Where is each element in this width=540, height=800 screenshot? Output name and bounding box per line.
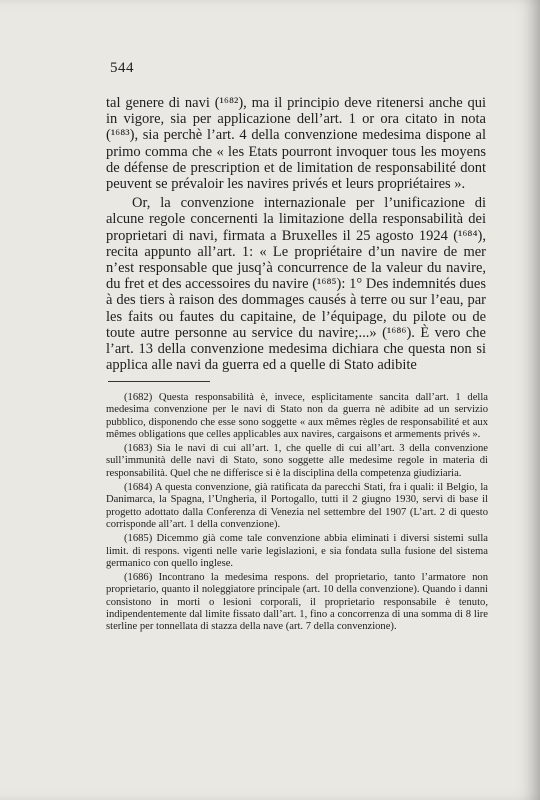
footnote-1684: (1684) A questa convenzione, già ratificata da parecchi Stati, fra i quali: il Belgio, la Danimarca, la Spagna, l’Ungheria, il Portogallo, tutti il 2 giugno 1930, servì di base il progetto adottato dalla Conferenza di Venezia nel settembre del 1907 (L’art. 2 di questo corrisponde all’art. 1 della convenzione). bbox=[106, 482, 488, 530]
footnote-1685: (1685) Dicemmo già come tale convenzione abbia eliminati i diversi sistemi sulla limit. di respons. vigenti nelle varie legislazioni, e sia fondata sulla fusione del sistema germanico con quello inglese. bbox=[106, 533, 488, 569]
footnote-1683: (1683) Sia le navi di cui all’art. 1, che quelle di cui all’art. 3 della convenzione sull’immunità delle navi di Stato, sono soggette alle medesime regole in materia di responsabilità. Quel che ne differisce si è la disciplina della competenza giudiziaria. bbox=[106, 443, 488, 479]
page-number: 544 bbox=[110, 60, 134, 76]
paragraph-2: Or, la convenzione internazionale per l’unificazione di alcune regole concernenti la limitazione della responsabilità dei proprietari di navi, firmata a Bruxelles il 25 agosto 1924 (¹⁶⁸⁴), recita appunto all’art. 1: « Le propriétaire d’un navire de mer n’est responsable que jusq’à concurrence de la valeur du navire, du fret et des accessoires du navire (¹⁶⁸⁵): 1° Des indemnités dues à des tiers à raison des dommages causés à terre ou sur l’eau, par les faits ou fautes du capitaine, de l’équipage, du pilote ou de toute autre personne au service du navire;...» (¹⁶⁸⁶). È vero che l’art. 13 della convenzione medesima dichiara che questa non si applica alle navi da guerra ed a quelle di Stato adibite bbox=[106, 195, 486, 374]
paragraph-1: tal genere di navi (¹⁶⁸²), ma il principio deve ritenersi anche qui in vigore, sia per applicazione dell’art. 1 or ora citato in nota (¹⁶⁸³), sia perchè l’art. 4 della convenzione medesima dispone al primo comma che « les Etats pourront invoquer tous les moyens de défense de prescription et de limitation de responsabilité dont peuvent se prévaloir les navires privés et leurs propriétaires ». bbox=[106, 95, 486, 193]
footnote-1682: (1682) Questa responsabilità è, invece, esplicitamente sancita dall’art. 1 della medesima convenzione per le navi di Stato non da guerra nè adibite ad un servizio pubblico, disponendo che esse sono soggette « aux mêmes règles de responsabilité et aux mêmes obligations que celles applicables aux navires, cargaisons et armements privés ». bbox=[106, 392, 488, 440]
main-text bbox=[106, 95, 486, 373]
footnotes bbox=[106, 392, 488, 636]
footnote-separator bbox=[108, 381, 210, 382]
footnote-1686: (1686) Incontrano la medesima respons. del proprietario, tanto l’armatore non proprietario, quanto il noleggiatore principale (art. 10 della convenzione). Quando i danni consistono in morti o lesioni corporali, il proprietario responsabile è tenuto, indipendentemente dal limite fissato dall’art. 1, fino a concorrenza di una somma di 8 lire sterline per tonnellata di stazza della nave (art. 7 della convenzione). bbox=[106, 572, 488, 633]
